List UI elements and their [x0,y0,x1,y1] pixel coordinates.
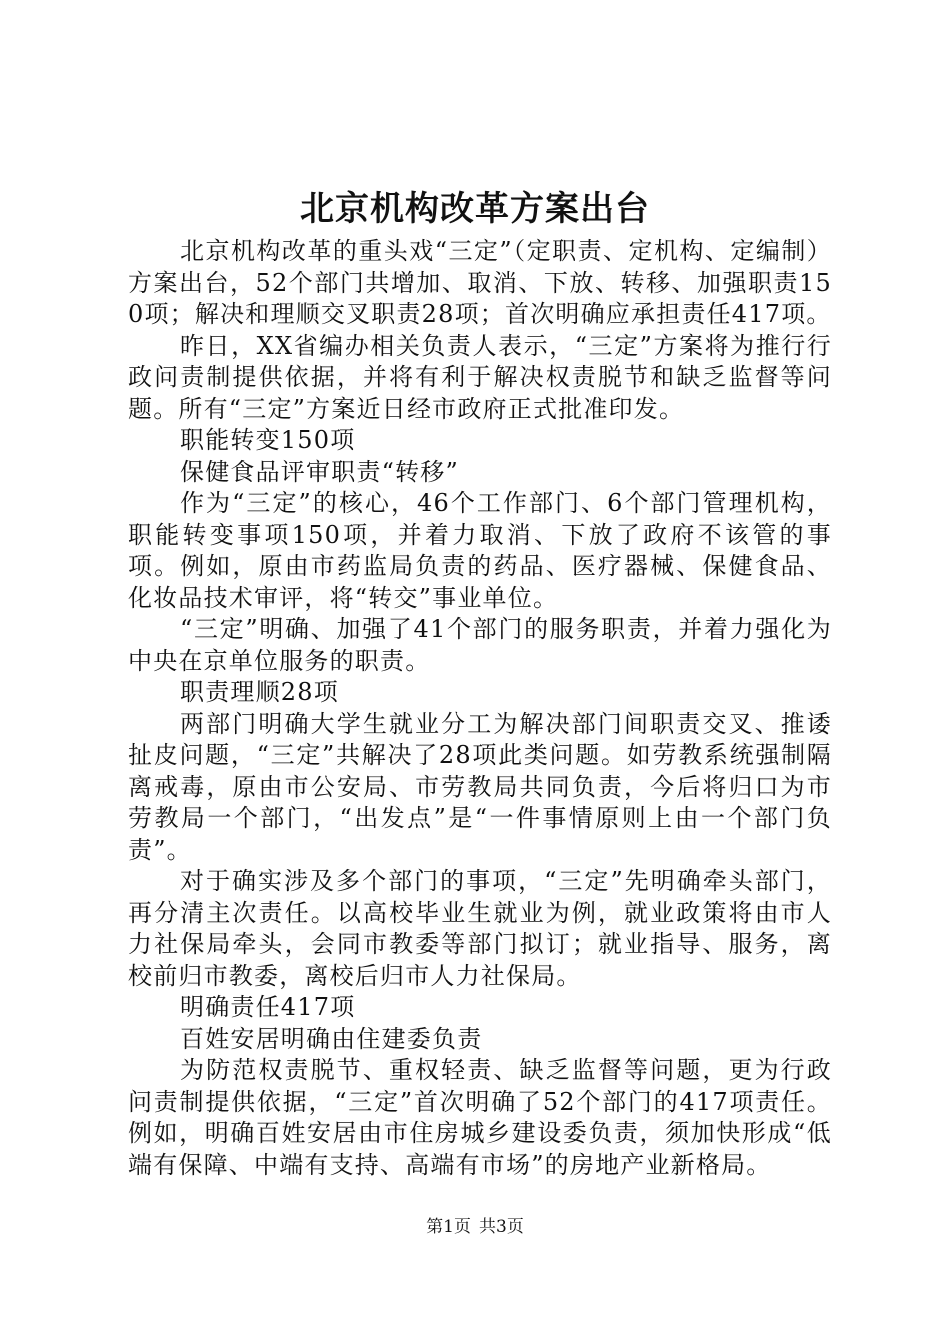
paragraph-lead-department: 对于确实涉及多个部门的事项，“三定”先明确牵头部门，再分清主次责任。以高校毕业生就业为例，就业政策将由市人力社保局牵头，会同市教委等部门拟订；就业指导、服务，离校前归市教委，离校后归市人力社保局。 [128,867,832,990]
section-heading-responsibilities: 明确责任417项 [180,993,356,1021]
page-number: 第1页 [426,1217,471,1237]
section-heading-function-change: 职能转变150项 [180,426,356,454]
document-title: 北京机构改革方案出台 [300,189,650,229]
paragraph-statement: 昨日，XX省编办相关负责人表示，“三定”方案将为推行行政问责制提供依据，并将有利于解决权责脱节和缺乏监督等问题。所有“三定”方案近日经市政府正式批准印发。 [128,331,832,423]
paragraph-core-changes: 作为“三定”的核心，46个工作部门、6个部门管理机构，职能转变事项150项，并着力取消、下放了政府不该管的事项。例如，原由市药监局负责的药品、医疗器械、保健食品、化妆品技术审评，将“转交”事业单位。 [128,489,832,612]
paragraph-intro: 北京机构改革的重头戏“三定”（定职责、定机构、定编制）方案出台，52个部门共增加、取消、下放、转移、加强职责150项；解决和理顺交叉职责28项；首次明确应承担责任417项。 [128,237,832,328]
section-heading-duty-alignment: 职责理顺28项 [180,678,339,706]
page-footer [0,1216,950,1238]
paragraph-cross-duties: 两部门明确大学生就业分工为解决部门间职责交叉、推诿扯皮问题，“三定”共解决了28项此类问题。如劳教系统强制隔离戒毒，原由市公安局、市劳教局共同负责，今后将归口为市劳教局一个部门，“出发点”是“一件事情原则上由一个部门负责”。 [128,709,832,864]
document-body [128,236,832,1181]
page-total: 共3页 [479,1217,524,1237]
paragraph-accountability: 为防范权责脱节、重权轻责、缺乏监督等问题，更为行政问责制提供依据，“三定”首次明确了52个部门的417项责任。例如，明确百姓安居由市住房城乡建设委负责，须加快形成“低端有保障、中端有支持、高端有市场”的房地产业新格局。 [128,1056,832,1179]
subheading-health-food-review: 保健食品评审职责“转移” [180,457,459,486]
subheading-housing: 百姓安居明确由住建委负责 [180,1024,483,1053]
paragraph-service-duties: “三定”明确、加强了41个部门的服务职责，并着力强化为中央在京单位服务的职责。 [128,615,832,675]
